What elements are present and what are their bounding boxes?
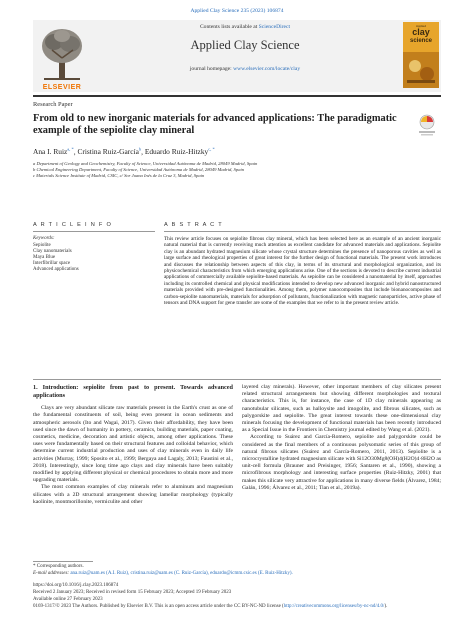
intro-paragraph-1: Clays are very abundant silicate raw materials present in the Earth's crust as one of the fundamental constituents of soil, being even present in ocean sediments and atmospheric aerosols (Ito and Wagai, 2017). Given their affordability, they have been used since the dawn of humanity in pottery, ceramics, building materials, paper coating, cosmetics, medicine, decoration and artistic objects, among other applications. These uses were fundamentally based on their structural features and colloidal behavior, which determine current industrial production and uses of clay minerals even in daily life activities (Murray, 1999; Sposito et al., 1999; Bergaya and Lagaly, 2013; Faustini et al., 2018). Interestingly, since long time ago clays and clay minerals have been suitably modified by applying different physical or chemical procedures to obtain more and more upgrading materials. — [33, 405, 233, 484]
article-type: Research Paper — [33, 101, 73, 108]
received-dates: Received 2 January 2023; Received in revised form 15 February 2023; Accepted 19 February 2023 — [33, 590, 232, 595]
license-line — [33, 604, 441, 610]
keyword: Interfibrillar space — [33, 261, 71, 266]
available-online: Available online 27 February 2023 — [33, 597, 103, 602]
license-prefix: 0169-1317/© 2023 The Authors. Published by Elsevier B.V. This is an open access article under the CC BY-NC-ND license ( — [33, 604, 284, 609]
author-affil-marker: c, * — [208, 147, 215, 152]
keyword: Sepiolite — [33, 243, 51, 248]
keyword: Maya Blue — [33, 255, 56, 260]
homepage-prefix: journal homepage: — [189, 66, 232, 72]
article-title: From old to new inorganic materials for advanced applications: The paradigmatic example of the sepiolite clay mineral — [33, 113, 397, 136]
license-suffix: ). — [384, 604, 388, 609]
intro-paragraph-2: The most common examples of clay minerals refer to aluminum and magnesium silicates with a 2D structural arrangement showing lamellar morphology (typically kaolinite, montmorillonite, vermiculite and other — [33, 484, 233, 505]
author-name: Cristina Ruiz-García — [77, 147, 139, 157]
cover-title — [403, 28, 439, 46]
journal-homepage — [90, 66, 400, 72]
article-info-heading: A R T I C L E I N F O — [33, 222, 113, 228]
intro-paragraph-3: layered clay minerals). However, other important members of clay silicates present related structural arrangements but showing different morphologies and textural characteristics. This is, for instance, the case of 1D clay minerals appearing as nanotubular silicates, such as halloysite and imogolite, and fibrous silicates, such as palygorskite and sepiolite. The great interest towards these one-dimensional clay minerals focusing the development of functional materials has been recently introduced as a Special Issue in the Frontiers in Chemistry journal edited by Wang et al. (2021). — [242, 384, 441, 434]
affiliation-a: a Department of Geology and Geochemistry, Faculty of Science, Universidad Autónoma de Madrid, 28049 Madrid, Spain — [33, 161, 258, 166]
keyword: Clay nanomaterials — [33, 249, 72, 254]
author-affil-marker: a, * — [67, 147, 74, 152]
sciencedirect-link[interactable]: ScienceDirect — [258, 24, 291, 30]
contents-line — [90, 24, 400, 30]
author-name: Eduardo Ruiz-Hitzky — [144, 147, 209, 157]
journal-header — [33, 20, 441, 92]
contents-prefix: Contents lists available at — [199, 24, 258, 30]
author-3[interactable] — [145, 147, 215, 156]
article-info-rule — [33, 231, 155, 232]
affiliation-b: b Chemical Engineering Department, Faculty of Science, Universidad Autónoma de Madrid, 28049 Madrid, Spain — [33, 167, 245, 172]
journal-title[interactable]: Applied Clay Science — [190, 38, 300, 52]
abstract-heading: A B S T R A C T — [164, 222, 223, 228]
right-column — [242, 384, 441, 492]
keyword: Advanced applications — [33, 267, 79, 272]
cover-title-line2: science — [409, 38, 433, 44]
email-label: E-mail addresses: — [33, 571, 70, 576]
header-divider — [33, 95, 441, 97]
keywords-label: Keywords: — [33, 236, 55, 241]
elsevier-wordmark: ELSEVIER — [42, 84, 82, 91]
corresponding-note: * Corresponding authors. — [33, 564, 84, 569]
journal-cover-image[interactable] — [403, 22, 439, 88]
section-1-heading: 1. Introduction: sepiolite from past to present. Towards advanced applications — [33, 384, 233, 399]
doi-link[interactable]: https://doi.org/10.1016/j.clay.2023.106874 — [33, 583, 119, 588]
left-column — [33, 384, 233, 506]
author-separator: , — [141, 147, 145, 157]
author-separator: , — [73, 147, 78, 157]
email-line — [33, 571, 441, 576]
footnote-rule — [33, 561, 93, 562]
cover-title-line1: clay — [412, 27, 430, 37]
running-head[interactable]: Applied Clay Science 235 (2023) 106874 — [190, 8, 284, 14]
check-for-updates-icon[interactable] — [416, 113, 438, 137]
license-link[interactable]: http://creativecommons.org/licenses/by-nc-nd/4.0/ — [283, 604, 385, 609]
email-addresses[interactable]: ana.ruiz@uam.es (A.I. Ruiz), cristina.ruiz@uam.es (C. Ruiz-García), eduardo@icmm.csic.es (E. Ruiz-Hitzky). — [70, 571, 293, 576]
elsevier-tree-logo — [36, 24, 88, 86]
abstract-rule — [164, 231, 441, 232]
author-2[interactable] — [77, 147, 141, 156]
affiliation-c: c Materials Science Institute of Madrid, CSIC, c/ Sor Juana Inés de la Cruz 3, Madrid, Spain — [33, 173, 205, 178]
homepage-link[interactable]: www.elsevier.com/locate/clay — [233, 66, 301, 72]
author-affil-marker: b — [138, 147, 142, 152]
abstract-bottom-rule — [33, 379, 441, 380]
cover-art-icon — [403, 52, 439, 88]
abstract-text: This review article focuses on sepiolite fibrous clay mineral, which has been selected here as an example of an ancient inorganic natural material that is currently receiving much attention as excellent candidate for advanced materials and applications. Sepiolite clay is an abundant hydrated magnesium silicate whose crystal structure determines the presence of nanoporous cavities as well as large surface and rheological properties of great interest for the further design of functional materials. The present work introduces and discusses the relationship between aspects of this clay, in terms of its structural and morphological organization, and its physicochemical characteristics from which emerging applications arise. One of the sections is devoted to describe current industrial applications of commercially available sepiolite-based materials. As sepiolite can be considered a nanomaterial by itself, approaches including its controlled chemical and physical modifications intended to develop new advanced inorganic and hybrid nanostructured materials provided with pre-designed functionalities. Among them, polymer nanocomposites that include bionanocomposites and carbon-sepiolite nanomaterials, materials for adsorption of pollutants, functionalization with magnetic nanoparticles, active phase of tensors and DNA support for gene transfer are some of the examples that we refer to in the present review article. — [164, 236, 441, 307]
cover-small-text: Applied — [415, 24, 426, 28]
author-name: Ana I. Ruiz — [33, 147, 68, 157]
author-1[interactable] — [33, 147, 74, 156]
intro-paragraph-4: According to Suárez and García-Romero, sepiolite and palygorskite could be considered as the final members of a continuous polysomatic series of this group of natural fibrous silicates (Suárez and García-Romero, 2011, 2013). Sepiolite is a microcrystalline hydrated magnesium silicate with Si12O30Mg8(OH)4(H2O)4·8H2O as unit-cell formula (Brauner and Preisinger, 1956; Santaren et al., 1990), showing a microfibrous morphology and interesting surface properties (Ruiz-Hitzky, 2001) that makes this silicate very attractive for applications in many diverse fields (Álvarez, 1984; Galán, 1996; Álvarez et al., 2011; Tian et al., 2019a). — [242, 434, 441, 491]
author-list — [33, 147, 215, 156]
